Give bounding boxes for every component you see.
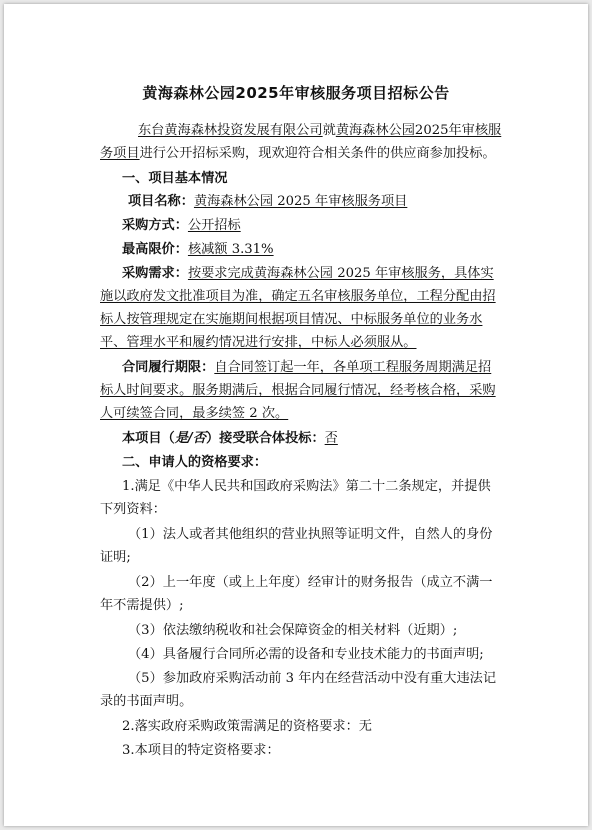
demand-line-3: 标人按管理规定在实施期间根据项目情况、中标服务单位的业务水	[100, 312, 483, 327]
joint-bid-row	[122, 430, 338, 448]
req-item-1-line-2: 证明;	[100, 550, 131, 565]
req-1-line-1: 1.满足《中华人民共和国政府采购法》第二十二条规定，并提供	[122, 479, 491, 494]
field-value: 按要求完成黄海森林公园 2025 年审核服务，具体实	[187, 266, 494, 281]
project-name-inline: 黄海森林公园2025年审核服	[335, 123, 502, 138]
req-item-5-line-1: （5）参加政府采购活动前 3 年内在经营活动中没有重大违法记	[128, 671, 497, 686]
demand-line-2: 施以政府发文批准项目为准，确定五名审核服务单位，工程分配由招	[100, 289, 496, 304]
field-label: 最高限价：	[122, 242, 188, 257]
field-value: 核减额 3.31%	[187, 242, 274, 257]
project-name-row	[128, 193, 407, 211]
field-value: 公开招标	[187, 218, 241, 233]
req-item-2-line-1: （2）上一年度（或上上年度）经审计的财务报告（成立不满一	[128, 575, 493, 590]
req-2: 2.落实政府采购政策需满足的资格要求：无	[122, 719, 372, 734]
field-label: 采购方式：	[122, 218, 188, 233]
section-1-heading: 一、项目基本情况	[122, 171, 228, 186]
field-value: 黄海森林公园 2025 年审核服务项目	[193, 194, 408, 209]
field-option: 是/否	[174, 431, 206, 446]
intro-text: 进行公开招标采购，现欢迎符合相关条件的供应商参加投标。	[139, 146, 496, 161]
method-row	[122, 217, 241, 235]
req-item-5-line-2: 录的书面声明。	[100, 694, 193, 709]
field-label: 本项目（	[122, 431, 175, 446]
price-row	[122, 241, 274, 259]
field-label-cont: ）接受联合体投标：	[205, 431, 325, 446]
bidder-name: 东台黄海森林投资发展有限公司	[138, 123, 323, 138]
term-line-2: 标人时间要求。服务期满后，根据合同履行情况，经考核合格，采购	[100, 383, 496, 398]
req-item-4: （4）具备履行合同所必需的设备和专业技术能力的书面声明;	[128, 647, 484, 662]
req-3: 3.本项目的特定资格要求：	[122, 743, 280, 758]
field-label: 合同履行期限：	[122, 360, 215, 375]
section-2-heading: 二、申请人的资格要求：	[122, 455, 268, 470]
field-label: 项目名称：	[128, 194, 194, 209]
field-value: 否	[324, 431, 338, 446]
req-item-2-line-2: 年不需提供）;	[100, 598, 184, 613]
intro-line-2	[100, 145, 496, 163]
req-item-3: （3）依法缴纳税收和社会保障资金的相关材料（近期）;	[128, 623, 458, 638]
term-line-3: 人可续签合同，最多续签 2 次。	[100, 406, 289, 421]
req-item-1-line-1: （1）法人或者其他组织的营业执照等证明文件，自然人的身份	[128, 527, 493, 542]
document-page	[4, 4, 588, 826]
field-label: 采购需求：	[122, 266, 188, 281]
intro-connector: 就	[322, 123, 336, 138]
field-value: 自合同签订起一年，各单项工程服务周期满足招	[214, 360, 492, 375]
term-line-1	[122, 359, 491, 377]
project-name-inline-cont: 务项目	[100, 146, 140, 161]
demand-line-1	[122, 265, 494, 283]
intro-line-1	[138, 122, 501, 140]
req-1-line-2: 下列资料：	[100, 502, 166, 517]
page-title: 黄海森林公园2025年审核服务项目招标公告	[142, 84, 450, 102]
demand-line-4: 平、管理水平和履约情况进行安排，中标人必须服从。	[100, 335, 417, 350]
